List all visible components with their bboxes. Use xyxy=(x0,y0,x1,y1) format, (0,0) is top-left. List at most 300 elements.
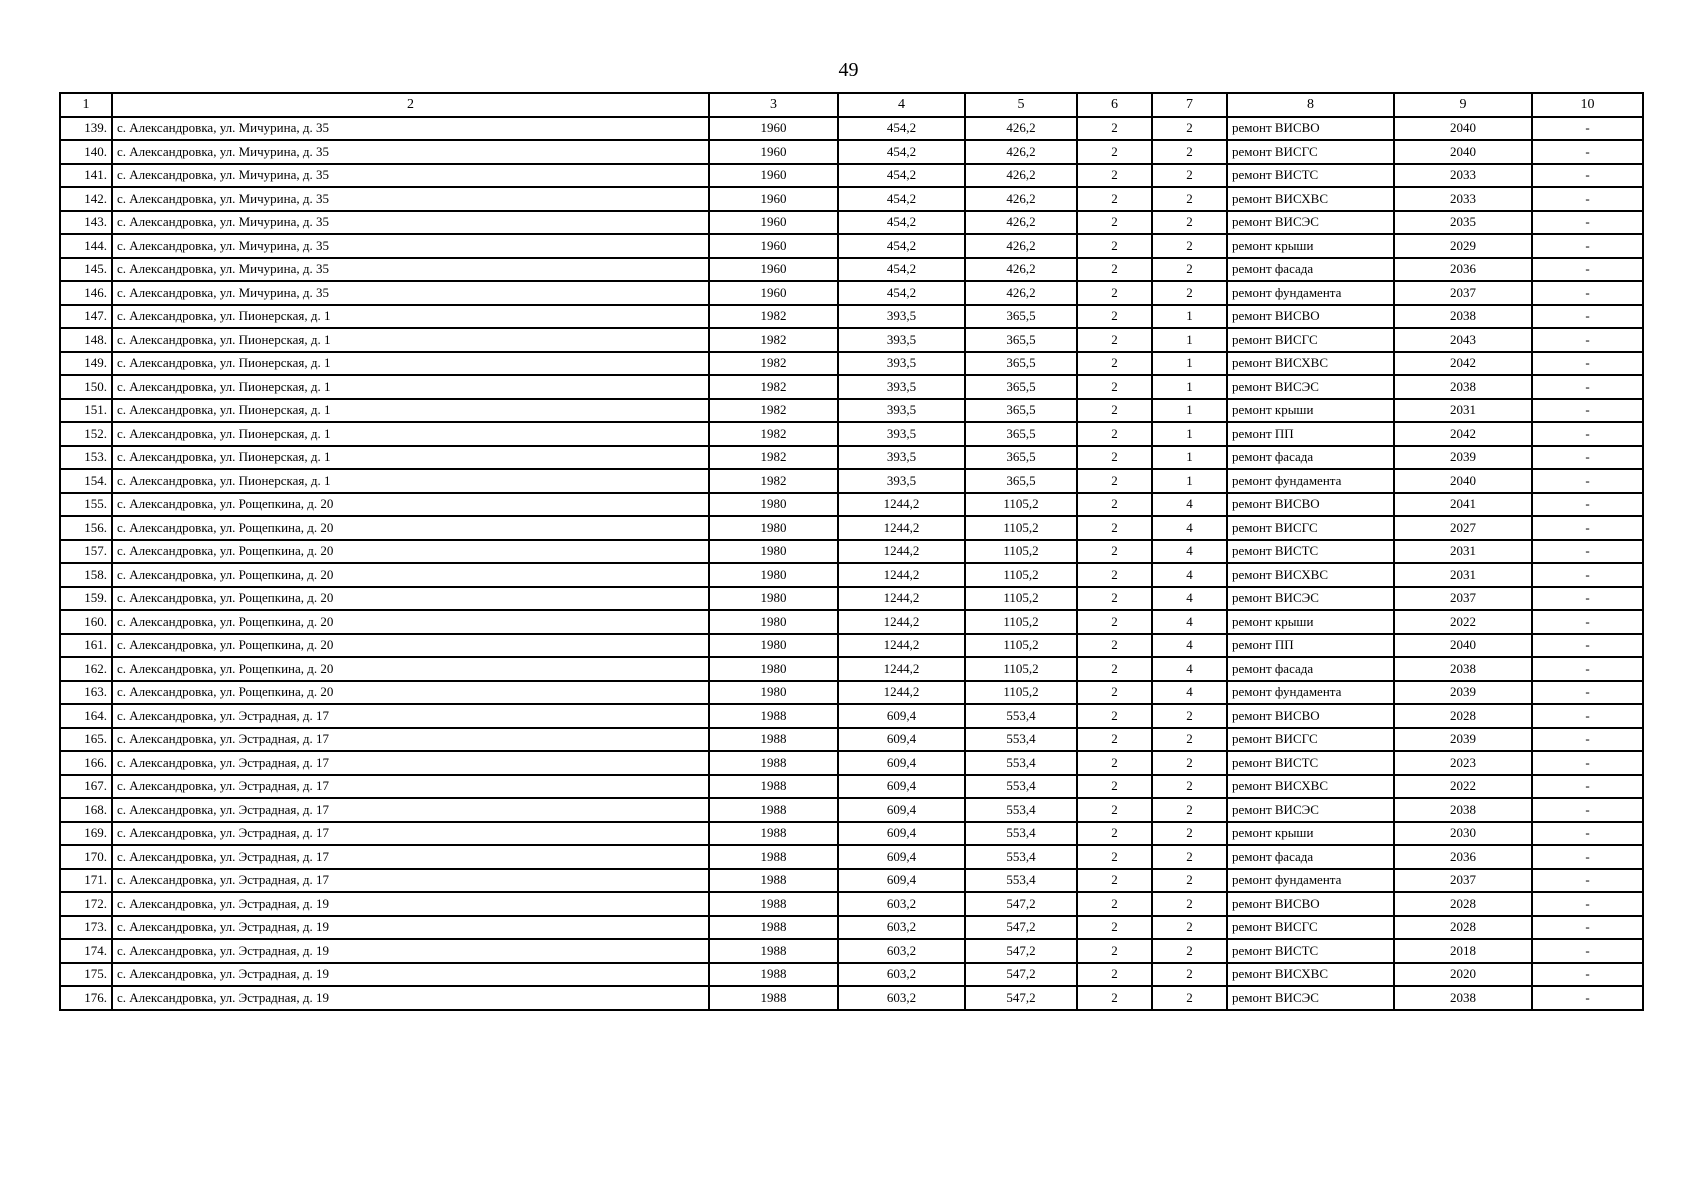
column-6-cell: 2 xyxy=(1077,258,1152,282)
column-10-cell: - xyxy=(1532,469,1643,493)
living-area-cell: 1105,2 xyxy=(965,657,1077,681)
column-7-cell: 2 xyxy=(1152,281,1227,305)
work-type-cell: ремонт ВИСХВС xyxy=(1227,187,1394,211)
column-10-cell: - xyxy=(1532,610,1643,634)
table-row xyxy=(60,587,1643,611)
address-cell: с. Александровка, ул. Пионерская, д. 1 xyxy=(112,399,709,423)
living-area-cell: 547,2 xyxy=(965,963,1077,987)
column-6-cell: 2 xyxy=(1077,328,1152,352)
table-header xyxy=(60,93,1643,117)
living-area-cell: 547,2 xyxy=(965,892,1077,916)
row-number-cell: 146. xyxy=(60,281,112,305)
year-built-cell: 1982 xyxy=(709,305,838,329)
column-7-cell: 4 xyxy=(1152,610,1227,634)
column-6-cell: 2 xyxy=(1077,305,1152,329)
column-7-cell: 2 xyxy=(1152,234,1227,258)
year-built-cell: 1982 xyxy=(709,328,838,352)
table-row xyxy=(60,493,1643,517)
table-row xyxy=(60,234,1643,258)
address-cell: с. Александровка, ул. Эстрадная, д. 19 xyxy=(112,916,709,940)
column-10-cell: - xyxy=(1532,375,1643,399)
column-10-cell: - xyxy=(1532,892,1643,916)
year-built-cell: 1960 xyxy=(709,140,838,164)
column-10-cell: - xyxy=(1532,845,1643,869)
planned-year-cell: 2022 xyxy=(1394,610,1532,634)
year-built-cell: 1980 xyxy=(709,563,838,587)
year-built-cell: 1980 xyxy=(709,587,838,611)
year-built-cell: 1960 xyxy=(709,281,838,305)
row-number-cell: 157. xyxy=(60,540,112,564)
row-number-cell: 156. xyxy=(60,516,112,540)
address-cell: с. Александровка, ул. Мичурина, д. 35 xyxy=(112,117,709,141)
column-10-cell: - xyxy=(1532,963,1643,987)
address-cell: с. Александровка, ул. Рощепкина, д. 20 xyxy=(112,657,709,681)
total-area-cell: 1244,2 xyxy=(838,681,965,705)
column-7-cell: 1 xyxy=(1152,422,1227,446)
column-6-cell: 2 xyxy=(1077,916,1152,940)
table-row xyxy=(60,822,1643,846)
work-type-cell: ремонт ВИСГС xyxy=(1227,140,1394,164)
column-6-cell: 2 xyxy=(1077,211,1152,235)
table-row xyxy=(60,305,1643,329)
year-built-cell: 1980 xyxy=(709,610,838,634)
planned-year-cell: 2029 xyxy=(1394,234,1532,258)
year-built-cell: 1988 xyxy=(709,822,838,846)
column-6-cell: 2 xyxy=(1077,493,1152,517)
living-area-cell: 547,2 xyxy=(965,916,1077,940)
total-area-cell: 454,2 xyxy=(838,234,965,258)
column-10-cell: - xyxy=(1532,516,1643,540)
table-row xyxy=(60,258,1643,282)
total-area-cell: 454,2 xyxy=(838,140,965,164)
row-number-cell: 153. xyxy=(60,446,112,470)
column-6-cell: 2 xyxy=(1077,986,1152,1010)
column-10-cell: - xyxy=(1532,187,1643,211)
year-built-cell: 1980 xyxy=(709,540,838,564)
year-built-cell: 1980 xyxy=(709,681,838,705)
column-7-cell: 1 xyxy=(1152,352,1227,376)
address-cell: с. Александровка, ул. Эстрадная, д. 19 xyxy=(112,986,709,1010)
column-10-cell: - xyxy=(1532,563,1643,587)
column-6-cell: 2 xyxy=(1077,751,1152,775)
row-number-cell: 162. xyxy=(60,657,112,681)
year-built-cell: 1960 xyxy=(709,164,838,188)
total-area-cell: 603,2 xyxy=(838,892,965,916)
planned-year-cell: 2040 xyxy=(1394,634,1532,658)
planned-year-cell: 2033 xyxy=(1394,187,1532,211)
column-10-cell: - xyxy=(1532,728,1643,752)
column-7-cell: 2 xyxy=(1152,986,1227,1010)
column-7-cell: 1 xyxy=(1152,469,1227,493)
work-type-cell: ремонт ВИСВО xyxy=(1227,493,1394,517)
column-10-cell: - xyxy=(1532,164,1643,188)
column-6-cell: 2 xyxy=(1077,728,1152,752)
total-area-cell: 393,5 xyxy=(838,422,965,446)
work-type-cell: ремонт ВИСЭС xyxy=(1227,375,1394,399)
work-type-cell: ремонт ВИСХВС xyxy=(1227,563,1394,587)
column-6-cell: 2 xyxy=(1077,822,1152,846)
work-type-cell: ремонт ВИСГС xyxy=(1227,916,1394,940)
total-area-cell: 1244,2 xyxy=(838,610,965,634)
total-area-cell: 603,2 xyxy=(838,986,965,1010)
year-built-cell: 1988 xyxy=(709,704,838,728)
column-6-cell: 2 xyxy=(1077,540,1152,564)
address-cell: с. Александровка, ул. Рощепкина, д. 20 xyxy=(112,540,709,564)
row-number-cell: 139. xyxy=(60,117,112,141)
column-7-cell: 2 xyxy=(1152,939,1227,963)
table-row xyxy=(60,963,1643,987)
address-cell: с. Александровка, ул. Рощепкина, д. 20 xyxy=(112,516,709,540)
planned-year-cell: 2038 xyxy=(1394,798,1532,822)
column-6-cell: 2 xyxy=(1077,399,1152,423)
column-header: 3 xyxy=(709,93,838,117)
row-number-cell: 167. xyxy=(60,775,112,799)
planned-year-cell: 2042 xyxy=(1394,422,1532,446)
living-area-cell: 547,2 xyxy=(965,986,1077,1010)
column-10-cell: - xyxy=(1532,399,1643,423)
work-type-cell: ремонт ВИСТС xyxy=(1227,751,1394,775)
planned-year-cell: 2042 xyxy=(1394,352,1532,376)
living-area-cell: 365,5 xyxy=(965,422,1077,446)
planned-year-cell: 2028 xyxy=(1394,916,1532,940)
column-6-cell: 2 xyxy=(1077,963,1152,987)
planned-year-cell: 2038 xyxy=(1394,305,1532,329)
row-number-cell: 164. xyxy=(60,704,112,728)
work-type-cell: ремонт фундамента xyxy=(1227,869,1394,893)
living-area-cell: 1105,2 xyxy=(965,563,1077,587)
row-number-cell: 163. xyxy=(60,681,112,705)
column-7-cell: 4 xyxy=(1152,493,1227,517)
year-built-cell: 1988 xyxy=(709,751,838,775)
row-number-cell: 151. xyxy=(60,399,112,423)
column-6-cell: 2 xyxy=(1077,375,1152,399)
column-10-cell: - xyxy=(1532,352,1643,376)
column-header: 6 xyxy=(1077,93,1152,117)
table-row xyxy=(60,211,1643,235)
living-area-cell: 553,4 xyxy=(965,728,1077,752)
planned-year-cell: 2018 xyxy=(1394,939,1532,963)
planned-year-cell: 2036 xyxy=(1394,258,1532,282)
table-row xyxy=(60,775,1643,799)
year-built-cell: 1980 xyxy=(709,516,838,540)
address-cell: с. Александровка, ул. Пионерская, д. 1 xyxy=(112,446,709,470)
column-7-cell: 1 xyxy=(1152,446,1227,470)
planned-year-cell: 2038 xyxy=(1394,375,1532,399)
column-header: 4 xyxy=(838,93,965,117)
address-cell: с. Александровка, ул. Эстрадная, д. 17 xyxy=(112,845,709,869)
total-area-cell: 454,2 xyxy=(838,281,965,305)
column-6-cell: 2 xyxy=(1077,164,1152,188)
living-area-cell: 426,2 xyxy=(965,164,1077,188)
column-7-cell: 2 xyxy=(1152,187,1227,211)
column-10-cell: - xyxy=(1532,939,1643,963)
address-cell: с. Александровка, ул. Мичурина, д. 35 xyxy=(112,258,709,282)
column-10-cell: - xyxy=(1532,540,1643,564)
column-7-cell: 2 xyxy=(1152,164,1227,188)
address-cell: с. Александровка, ул. Пионерская, д. 1 xyxy=(112,305,709,329)
total-area-cell: 609,4 xyxy=(838,704,965,728)
living-area-cell: 426,2 xyxy=(965,211,1077,235)
address-cell: с. Александровка, ул. Эстрадная, д. 19 xyxy=(112,939,709,963)
column-6-cell: 2 xyxy=(1077,939,1152,963)
address-cell: с. Александровка, ул. Мичурина, д. 35 xyxy=(112,140,709,164)
row-number-cell: 152. xyxy=(60,422,112,446)
row-number-cell: 147. xyxy=(60,305,112,329)
row-number-cell: 155. xyxy=(60,493,112,517)
work-type-cell: ремонт ВИСТС xyxy=(1227,540,1394,564)
living-area-cell: 365,5 xyxy=(965,469,1077,493)
work-type-cell: ремонт ВИСГС xyxy=(1227,728,1394,752)
column-6-cell: 2 xyxy=(1077,234,1152,258)
row-number-cell: 140. xyxy=(60,140,112,164)
total-area-cell: 393,5 xyxy=(838,328,965,352)
column-10-cell: - xyxy=(1532,798,1643,822)
table-row xyxy=(60,751,1643,775)
address-cell: с. Александровка, ул. Эстрадная, д. 19 xyxy=(112,963,709,987)
column-7-cell: 2 xyxy=(1152,845,1227,869)
total-area-cell: 454,2 xyxy=(838,258,965,282)
planned-year-cell: 2031 xyxy=(1394,540,1532,564)
column-7-cell: 2 xyxy=(1152,822,1227,846)
table-row xyxy=(60,469,1643,493)
year-built-cell: 1982 xyxy=(709,446,838,470)
planned-year-cell: 2036 xyxy=(1394,845,1532,869)
column-7-cell: 2 xyxy=(1152,892,1227,916)
row-number-cell: 145. xyxy=(60,258,112,282)
year-built-cell: 1988 xyxy=(709,939,838,963)
table-row xyxy=(60,328,1643,352)
column-10-cell: - xyxy=(1532,587,1643,611)
planned-year-cell: 2040 xyxy=(1394,469,1532,493)
planned-year-cell: 2031 xyxy=(1394,399,1532,423)
work-type-cell: ремонт фасада xyxy=(1227,258,1394,282)
planned-year-cell: 2037 xyxy=(1394,869,1532,893)
address-cell: с. Александровка, ул. Эстрадная, д. 17 xyxy=(112,798,709,822)
living-area-cell: 553,4 xyxy=(965,822,1077,846)
table-body xyxy=(60,117,1643,1010)
column-10-cell: - xyxy=(1532,211,1643,235)
table-row xyxy=(60,540,1643,564)
column-10-cell: - xyxy=(1532,281,1643,305)
living-area-cell: 1105,2 xyxy=(965,540,1077,564)
table-row xyxy=(60,164,1643,188)
planned-year-cell: 2041 xyxy=(1394,493,1532,517)
table-row xyxy=(60,446,1643,470)
column-10-cell: - xyxy=(1532,681,1643,705)
total-area-cell: 603,2 xyxy=(838,963,965,987)
column-7-cell: 2 xyxy=(1152,775,1227,799)
column-6-cell: 2 xyxy=(1077,281,1152,305)
planned-year-cell: 2028 xyxy=(1394,704,1532,728)
total-area-cell: 393,5 xyxy=(838,305,965,329)
column-6-cell: 2 xyxy=(1077,446,1152,470)
column-7-cell: 1 xyxy=(1152,375,1227,399)
row-number-cell: 160. xyxy=(60,610,112,634)
column-6-cell: 2 xyxy=(1077,516,1152,540)
column-10-cell: - xyxy=(1532,305,1643,329)
work-type-cell: ремонт ВИСЭС xyxy=(1227,986,1394,1010)
planned-year-cell: 2027 xyxy=(1394,516,1532,540)
address-cell: с. Александровка, ул. Мичурина, д. 35 xyxy=(112,211,709,235)
total-area-cell: 1244,2 xyxy=(838,563,965,587)
year-built-cell: 1988 xyxy=(709,916,838,940)
address-cell: с. Александровка, ул. Мичурина, д. 35 xyxy=(112,164,709,188)
total-area-cell: 1244,2 xyxy=(838,657,965,681)
column-6-cell: 2 xyxy=(1077,798,1152,822)
work-type-cell: ремонт ВИСВО xyxy=(1227,892,1394,916)
column-header: 10 xyxy=(1532,93,1643,117)
total-area-cell: 1244,2 xyxy=(838,587,965,611)
living-area-cell: 553,4 xyxy=(965,775,1077,799)
total-area-cell: 454,2 xyxy=(838,117,965,141)
address-cell: с. Александровка, ул. Пионерская, д. 1 xyxy=(112,375,709,399)
planned-year-cell: 2020 xyxy=(1394,963,1532,987)
row-number-cell: 166. xyxy=(60,751,112,775)
table-row xyxy=(60,657,1643,681)
row-number-cell: 159. xyxy=(60,587,112,611)
living-area-cell: 1105,2 xyxy=(965,634,1077,658)
total-area-cell: 454,2 xyxy=(838,187,965,211)
column-7-cell: 4 xyxy=(1152,587,1227,611)
column-10-cell: - xyxy=(1532,258,1643,282)
address-cell: с. Александровка, ул. Рощепкина, д. 20 xyxy=(112,587,709,611)
work-type-cell: ремонт ВИСЭС xyxy=(1227,211,1394,235)
table-row xyxy=(60,681,1643,705)
table-row xyxy=(60,375,1643,399)
planned-year-cell: 2040 xyxy=(1394,117,1532,141)
planned-year-cell: 2039 xyxy=(1394,446,1532,470)
column-7-cell: 2 xyxy=(1152,258,1227,282)
table-row xyxy=(60,892,1643,916)
address-cell: с. Александровка, ул. Пионерская, д. 1 xyxy=(112,328,709,352)
address-cell: с. Александровка, ул. Эстрадная, д. 17 xyxy=(112,704,709,728)
planned-year-cell: 2038 xyxy=(1394,986,1532,1010)
row-number-cell: 170. xyxy=(60,845,112,869)
row-number-cell: 141. xyxy=(60,164,112,188)
total-area-cell: 609,4 xyxy=(838,798,965,822)
living-area-cell: 1105,2 xyxy=(965,493,1077,517)
table-row xyxy=(60,516,1643,540)
year-built-cell: 1980 xyxy=(709,634,838,658)
column-10-cell: - xyxy=(1532,916,1643,940)
table-row xyxy=(60,845,1643,869)
year-built-cell: 1988 xyxy=(709,892,838,916)
total-area-cell: 454,2 xyxy=(838,211,965,235)
address-cell: с. Александровка, ул. Пионерская, д. 1 xyxy=(112,422,709,446)
address-cell: с. Александровка, ул. Эстрадная, д. 17 xyxy=(112,775,709,799)
work-type-cell: ремонт ВИСВО xyxy=(1227,305,1394,329)
column-6-cell: 2 xyxy=(1077,187,1152,211)
work-type-cell: ремонт крыши xyxy=(1227,399,1394,423)
table-row xyxy=(60,916,1643,940)
living-area-cell: 553,4 xyxy=(965,751,1077,775)
total-area-cell: 609,4 xyxy=(838,822,965,846)
row-number-cell: 149. xyxy=(60,352,112,376)
address-cell: с. Александровка, ул. Рощепкина, д. 20 xyxy=(112,681,709,705)
living-area-cell: 426,2 xyxy=(965,117,1077,141)
planned-year-cell: 2023 xyxy=(1394,751,1532,775)
total-area-cell: 393,5 xyxy=(838,352,965,376)
living-area-cell: 426,2 xyxy=(965,281,1077,305)
living-area-cell: 426,2 xyxy=(965,140,1077,164)
address-cell: с. Александровка, ул. Рощепкина, д. 20 xyxy=(112,634,709,658)
column-6-cell: 2 xyxy=(1077,563,1152,587)
planned-year-cell: 2030 xyxy=(1394,822,1532,846)
column-6-cell: 2 xyxy=(1077,892,1152,916)
address-cell: с. Александровка, ул. Рощепкина, д. 20 xyxy=(112,610,709,634)
living-area-cell: 426,2 xyxy=(965,187,1077,211)
work-type-cell: ремонт ВИСГС xyxy=(1227,328,1394,352)
living-area-cell: 426,2 xyxy=(965,258,1077,282)
column-10-cell: - xyxy=(1532,986,1643,1010)
table-row xyxy=(60,399,1643,423)
row-number-cell: 148. xyxy=(60,328,112,352)
column-7-cell: 2 xyxy=(1152,704,1227,728)
work-type-cell: ремонт фасада xyxy=(1227,446,1394,470)
work-type-cell: ремонт ВИСХВС xyxy=(1227,963,1394,987)
column-header: 2 xyxy=(112,93,709,117)
total-area-cell: 393,5 xyxy=(838,469,965,493)
table-row xyxy=(60,281,1643,305)
column-7-cell: 2 xyxy=(1152,963,1227,987)
column-7-cell: 1 xyxy=(1152,305,1227,329)
column-10-cell: - xyxy=(1532,822,1643,846)
column-header: 9 xyxy=(1394,93,1532,117)
column-7-cell: 2 xyxy=(1152,211,1227,235)
table-row xyxy=(60,117,1643,141)
address-cell: с. Александровка, ул. Эстрадная, д. 17 xyxy=(112,822,709,846)
year-built-cell: 1980 xyxy=(709,657,838,681)
living-area-cell: 553,4 xyxy=(965,869,1077,893)
year-built-cell: 1982 xyxy=(709,422,838,446)
column-6-cell: 2 xyxy=(1077,352,1152,376)
column-7-cell: 4 xyxy=(1152,563,1227,587)
total-area-cell: 609,4 xyxy=(838,775,965,799)
address-cell: с. Александровка, ул. Пионерская, д. 1 xyxy=(112,469,709,493)
row-number-cell: 158. xyxy=(60,563,112,587)
planned-year-cell: 2039 xyxy=(1394,728,1532,752)
work-type-cell: ремонт ВИСЭС xyxy=(1227,798,1394,822)
column-6-cell: 2 xyxy=(1077,704,1152,728)
total-area-cell: 393,5 xyxy=(838,446,965,470)
work-type-cell: ремонт ВИСВО xyxy=(1227,117,1394,141)
total-area-cell: 609,4 xyxy=(838,728,965,752)
address-cell: с. Александровка, ул. Эстрадная, д. 17 xyxy=(112,751,709,775)
column-6-cell: 2 xyxy=(1077,869,1152,893)
year-built-cell: 1960 xyxy=(709,258,838,282)
year-built-cell: 1988 xyxy=(709,798,838,822)
living-area-cell: 365,5 xyxy=(965,375,1077,399)
repair-schedule-table xyxy=(59,92,1644,1011)
address-cell: с. Александровка, ул. Рощепкина, д. 20 xyxy=(112,493,709,517)
total-area-cell: 1244,2 xyxy=(838,516,965,540)
column-6-cell: 2 xyxy=(1077,610,1152,634)
column-10-cell: - xyxy=(1532,140,1643,164)
living-area-cell: 426,2 xyxy=(965,234,1077,258)
row-number-cell: 168. xyxy=(60,798,112,822)
living-area-cell: 365,5 xyxy=(965,446,1077,470)
living-area-cell: 365,5 xyxy=(965,328,1077,352)
work-type-cell: ремонт крыши xyxy=(1227,610,1394,634)
work-type-cell: ремонт фундамента xyxy=(1227,681,1394,705)
work-type-cell: ремонт ВИСТС xyxy=(1227,164,1394,188)
column-6-cell: 2 xyxy=(1077,422,1152,446)
column-6-cell: 2 xyxy=(1077,681,1152,705)
table-row xyxy=(60,986,1643,1010)
column-6-cell: 2 xyxy=(1077,775,1152,799)
work-type-cell: ремонт фундамента xyxy=(1227,469,1394,493)
year-built-cell: 1960 xyxy=(709,211,838,235)
